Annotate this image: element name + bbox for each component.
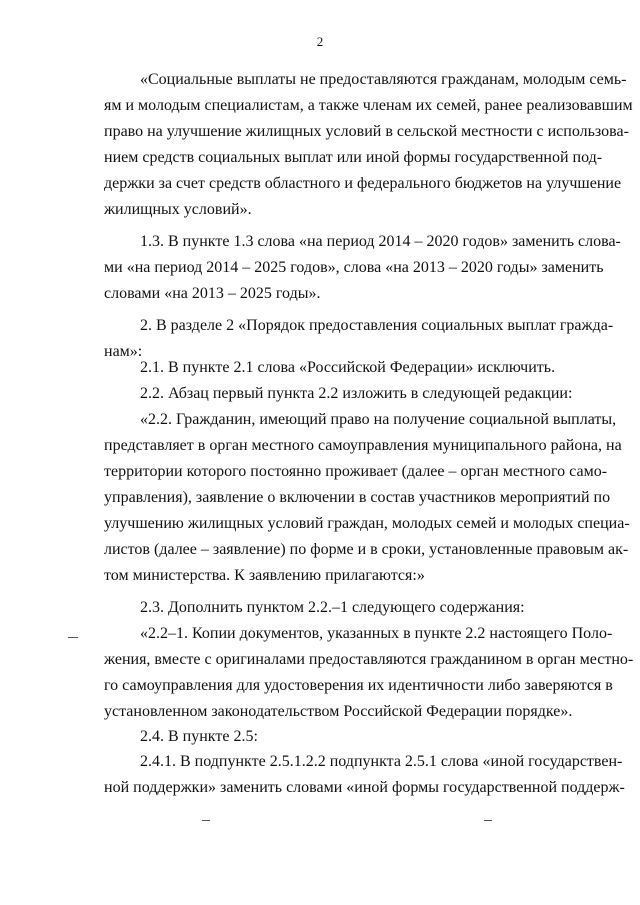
text-line: 2.2. Абзац первый пункта 2.2 изложить в следующей редакции: <box>140 385 573 402</box>
text-line: право на улучшение жилищных условий в сельской местности с использова- <box>104 123 629 140</box>
text-line: нам»: <box>104 343 143 360</box>
text-line: «Социальные выплаты не предоставляются гражданам, молодым семь- <box>140 71 627 88</box>
text-line: ной поддержки» заменить словами «иной формы государственной поддерж- <box>104 779 625 796</box>
scan-mark-left <box>68 637 78 638</box>
text-line: том министерства. К заявлению прилагаются:» <box>104 567 425 584</box>
text-line: словами «на 2013 – 2025 годы». <box>104 285 321 302</box>
text-line: жения, вместе с оригиналами предоставляются гражданином в орган местно- <box>104 651 634 668</box>
text-line: территории которого постоянно проживает (далее – орган местного само- <box>104 463 608 480</box>
text-line: нием средств социальных выплат или иной формы государственной под- <box>104 149 603 166</box>
text-line: го самоуправления для удостоверения их идентичности либо заверяются в <box>104 677 613 694</box>
scan-mark-bottom-right <box>484 820 492 821</box>
text-line: «2.2–1. Копии документов, указанных в пункте 2.2 настоящего Поло- <box>140 625 613 642</box>
text-line: 2.3. Дополнить пунктом 2.2.–1 следующего содержания: <box>140 599 525 616</box>
text-line: улучшению жилищных условий граждан, молодых семей и молодых специа- <box>104 515 630 532</box>
text-line: 2. В разделе 2 «Порядок предоставления социальных выплат гражда- <box>140 317 614 334</box>
text-line: 1.3. В пункте 1.3 слова «на период 2014 – 2020 годов» заменить слова- <box>140 233 621 250</box>
text-line: 2.4.1. В подпункте 2.5.1.2.2 подпункта 2.5.1 слова «иной государствен- <box>140 753 623 770</box>
text-line: управления), заявление о включении в состав участников мероприятий по <box>104 489 611 506</box>
text-line: 2.4. В пункте 2.5: <box>140 728 258 745</box>
text-line: установленном законодательством Российской Федерации порядке». <box>104 703 573 720</box>
text-line: держки за счет средств областного и федерального бюджетов на улучшение <box>104 175 622 192</box>
text-line: 2.1. В пункте 2.1 слова «Российской Федерации» исключить. <box>140 359 556 376</box>
text-line: листов (далее – заявление) по форме и в сроки, установленные правовым ак- <box>104 541 629 558</box>
text-line: «2.2. Гражданин, имеющий право на получение социальной выплаты, <box>140 411 617 428</box>
text-line: ям и молодым специалистам, а также членам их семей, ранее реализовавшим <box>104 97 633 114</box>
scan-mark-bottom-left <box>202 820 210 821</box>
page-number: 2 <box>316 34 324 49</box>
text-line: ми «на период 2014 – 2025 годов», слова «на 2013 – 2020 годы» заменить <box>104 259 604 276</box>
text-line: жилищных условий». <box>104 201 252 218</box>
text-line: представляет в орган местного самоуправления муниципального района, на <box>104 437 622 454</box>
